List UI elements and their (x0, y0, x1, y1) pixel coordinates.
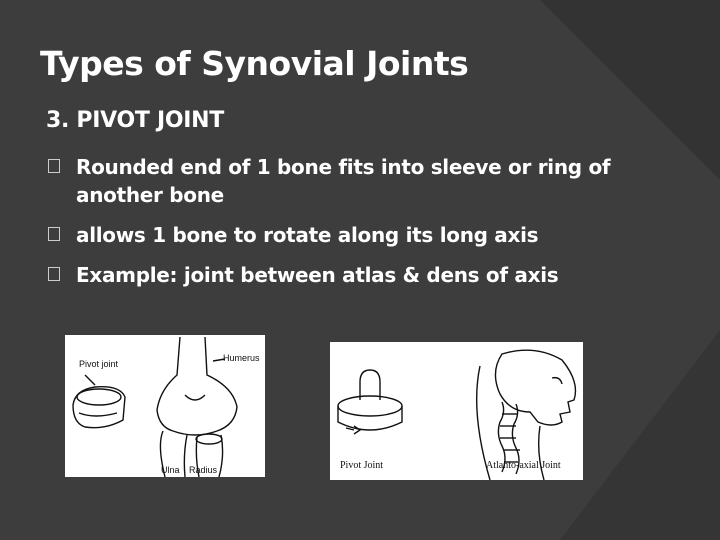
atlanto-axial-figure (330, 342, 583, 480)
bullet-text: Example: joint between atlas & dens of axis (76, 263, 559, 287)
pivot-joint-label: Pivot joint (79, 359, 119, 369)
pivot-joint-model-label: Pivot Joint (340, 460, 384, 471)
bullet-text: allows 1 bone to rotate along its long axis (76, 223, 539, 247)
humerus-label: Humerus (223, 353, 260, 363)
bullet-item (48, 153, 648, 209)
bullet-box-icon (48, 159, 60, 173)
bullet-text: Rounded end of 1 bone fits into sleeve or ring of another bone (76, 155, 611, 207)
bullet-list (48, 153, 648, 301)
bullet-box-icon (48, 267, 60, 281)
atlanto-axial-label: Atlanto-axial Joint (486, 460, 561, 471)
slide-title: Types of Synovial Joints (40, 44, 469, 83)
slide-subtitle: 3. PIVOT JOINT (46, 108, 224, 133)
radius-label: Radius (189, 465, 218, 475)
ulna-label: Ulna (161, 465, 180, 475)
elbow-pivot-figure (65, 335, 265, 477)
bullet-item (48, 261, 648, 289)
bullet-box-icon (48, 227, 60, 241)
bullet-item (48, 221, 648, 249)
